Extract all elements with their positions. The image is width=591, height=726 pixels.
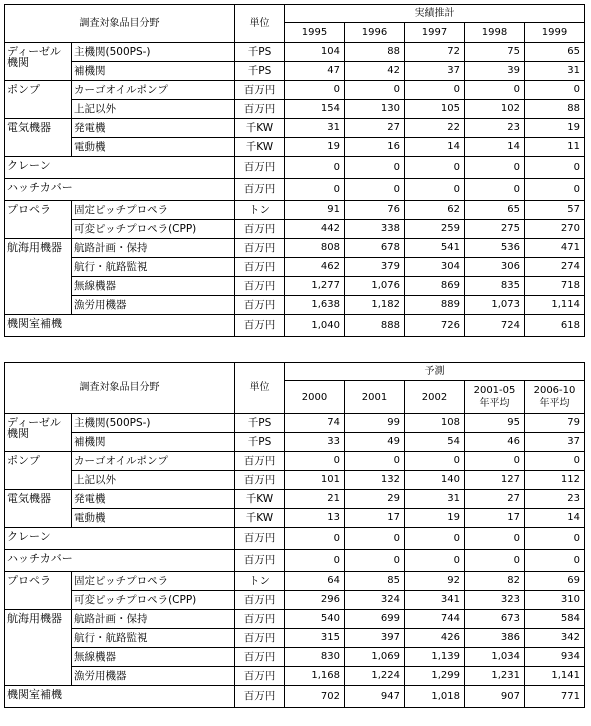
value-cell: 127 xyxy=(465,471,525,490)
value-cell: 808 xyxy=(285,239,345,258)
value-cell: 17 xyxy=(465,509,525,528)
year-header xyxy=(465,381,525,414)
value-cell: 274 xyxy=(525,258,585,277)
value-cell: 154 xyxy=(285,100,345,119)
value-cell: 46 xyxy=(465,433,525,452)
value-cell: 1,299 xyxy=(405,667,465,686)
year-label: 2002 xyxy=(421,391,448,403)
category-cell: 電気機器 xyxy=(5,490,72,528)
value-cell: 57 xyxy=(525,201,585,220)
value-cell: 1,224 xyxy=(345,667,405,686)
subcategory-cell: カーゴオイルポンプ xyxy=(72,452,235,471)
value-cell: 62 xyxy=(405,201,465,220)
value-cell: 324 xyxy=(345,591,405,610)
value-cell: 536 xyxy=(465,239,525,258)
value-cell: 0 xyxy=(405,179,465,201)
table-row xyxy=(5,433,585,452)
unit-cell: トン xyxy=(235,201,285,220)
value-cell: 306 xyxy=(465,258,525,277)
value-cell: 0 xyxy=(285,528,345,550)
year-label: 2006-10 年平均 xyxy=(533,385,576,409)
value-cell: 0 xyxy=(345,528,405,550)
unit-cell: 百万円 xyxy=(235,220,285,239)
value-cell: 0 xyxy=(405,452,465,471)
value-cell: 0 xyxy=(285,157,345,179)
unit-cell: トン xyxy=(235,572,285,591)
value-cell: 92 xyxy=(405,572,465,591)
value-cell: 1,073 xyxy=(465,296,525,315)
subcategory-cell: 漁労用機器 xyxy=(72,667,235,686)
unit-cell: 千KW xyxy=(235,509,285,528)
value-cell: 0 xyxy=(525,81,585,100)
value-cell: 1,638 xyxy=(285,296,345,315)
year-header: 1998 xyxy=(465,23,525,43)
unit-cell: 百万円 xyxy=(235,179,285,201)
unit-cell: 千KW xyxy=(235,490,285,509)
subcategory-cell: 無線機器 xyxy=(72,277,235,296)
forecast-table-body xyxy=(5,414,585,708)
value-cell: 19 xyxy=(405,509,465,528)
value-cell: 39 xyxy=(465,62,525,81)
table-row xyxy=(5,81,585,100)
value-cell: 49 xyxy=(345,433,405,452)
unit-cell: 百万円 xyxy=(235,277,285,296)
unit-cell: 千KW xyxy=(235,119,285,138)
table-row xyxy=(5,610,585,629)
value-cell: 130 xyxy=(345,100,405,119)
value-cell: 1,182 xyxy=(345,296,405,315)
value-cell: 323 xyxy=(465,591,525,610)
unit-cell: 千KW xyxy=(235,138,285,157)
value-cell: 31 xyxy=(285,119,345,138)
value-cell: 16 xyxy=(345,138,405,157)
unit-cell: 千PS xyxy=(235,62,285,81)
value-cell: 69 xyxy=(525,572,585,591)
unit-header: 単位 xyxy=(235,5,285,43)
actual-table xyxy=(4,4,585,337)
value-cell: 99 xyxy=(345,414,405,433)
value-cell: 718 xyxy=(525,277,585,296)
table-row xyxy=(5,550,585,572)
value-cell: 1,069 xyxy=(345,648,405,667)
value-cell: 14 xyxy=(465,138,525,157)
subcategory-cell: 可変ピッチプロペラ(CPP) xyxy=(72,591,235,610)
actual-table-body xyxy=(5,43,585,337)
value-cell: 27 xyxy=(345,119,405,138)
value-cell: 869 xyxy=(405,277,465,296)
table-row xyxy=(5,62,585,81)
value-cell: 65 xyxy=(525,43,585,62)
value-cell: 259 xyxy=(405,220,465,239)
value-cell: 14 xyxy=(525,509,585,528)
subcategory-cell: 補機関 xyxy=(72,62,235,81)
value-cell: 1,040 xyxy=(285,315,345,337)
subcategory-cell: 航行・航路監視 xyxy=(72,629,235,648)
value-cell: 88 xyxy=(345,43,405,62)
value-cell: 0 xyxy=(525,528,585,550)
year-label: 2000 xyxy=(301,391,328,403)
subcategory-cell: 主機関(500PS-) xyxy=(72,414,235,433)
value-cell: 105 xyxy=(405,100,465,119)
value-cell: 11 xyxy=(525,138,585,157)
value-cell: 54 xyxy=(405,433,465,452)
unit-cell: 千PS xyxy=(235,433,285,452)
value-cell: 74 xyxy=(285,414,345,433)
value-cell: 33 xyxy=(285,433,345,452)
unit-cell: 千PS xyxy=(235,43,285,62)
value-cell: 673 xyxy=(465,610,525,629)
value-cell: 304 xyxy=(405,258,465,277)
value-cell: 0 xyxy=(525,157,585,179)
value-cell: 830 xyxy=(285,648,345,667)
value-cell: 0 xyxy=(465,528,525,550)
value-cell: 91 xyxy=(285,201,345,220)
value-cell: 1,139 xyxy=(405,648,465,667)
value-cell: 23 xyxy=(465,119,525,138)
value-cell: 0 xyxy=(405,81,465,100)
subcategory-cell: 主機関(500PS-) xyxy=(72,43,235,62)
value-cell: 342 xyxy=(525,629,585,648)
table-row xyxy=(5,220,585,239)
value-cell: 1,231 xyxy=(465,667,525,686)
value-cell: 0 xyxy=(465,81,525,100)
table-row xyxy=(5,591,585,610)
value-cell: 47 xyxy=(285,62,345,81)
value-cell: 0 xyxy=(465,550,525,572)
value-cell: 23 xyxy=(525,490,585,509)
subcategory-cell: 固定ピッチプロペラ xyxy=(72,572,235,591)
subcategory-cell: 漁労用機器 xyxy=(72,296,235,315)
subcategory-cell: 航行・航路監視 xyxy=(72,258,235,277)
value-cell: 21 xyxy=(285,490,345,509)
value-cell: 1,018 xyxy=(405,686,465,708)
value-cell: 442 xyxy=(285,220,345,239)
value-cell: 1,141 xyxy=(525,667,585,686)
unit-cell: 百万円 xyxy=(235,471,285,490)
value-cell: 76 xyxy=(345,201,405,220)
table-row xyxy=(5,179,585,201)
category-cell: ポンプ xyxy=(5,452,72,490)
value-cell: 726 xyxy=(405,315,465,337)
category-cell: プロペラ xyxy=(5,572,72,610)
value-cell: 64 xyxy=(285,572,345,591)
value-cell: 699 xyxy=(345,610,405,629)
table-row xyxy=(5,629,585,648)
table-row xyxy=(5,509,585,528)
value-cell: 0 xyxy=(465,179,525,201)
category-cell: 電気機器 xyxy=(5,119,72,157)
unit-cell: 百万円 xyxy=(235,648,285,667)
value-cell: 541 xyxy=(405,239,465,258)
unit-cell: 百万円 xyxy=(235,610,285,629)
value-cell: 37 xyxy=(405,62,465,81)
value-cell: 0 xyxy=(525,179,585,201)
value-cell: 72 xyxy=(405,43,465,62)
value-cell: 0 xyxy=(285,179,345,201)
actual-group-header: 実績推計 xyxy=(285,5,585,23)
value-cell: 1,168 xyxy=(285,667,345,686)
value-cell: 112 xyxy=(525,471,585,490)
category-cell: クレーン xyxy=(5,157,235,179)
value-cell: 397 xyxy=(345,629,405,648)
year-header: 1997 xyxy=(405,23,465,43)
category-cell: 航海用機器 xyxy=(5,610,72,686)
value-cell: 1,034 xyxy=(465,648,525,667)
value-cell: 0 xyxy=(525,550,585,572)
table-row xyxy=(5,239,585,258)
category-cell: 機関室補機 xyxy=(5,686,235,708)
value-cell: 17 xyxy=(345,509,405,528)
value-cell: 678 xyxy=(345,239,405,258)
value-cell: 724 xyxy=(465,315,525,337)
unit-cell: 百万円 xyxy=(235,239,285,258)
table-row xyxy=(5,296,585,315)
category-cell: ハッチカバー xyxy=(5,550,235,572)
value-cell: 0 xyxy=(405,550,465,572)
unit-cell: 百万円 xyxy=(235,550,285,572)
subcategory-cell: 発電機 xyxy=(72,119,235,138)
subcategory-cell: 航路計画・保持 xyxy=(72,610,235,629)
value-cell: 0 xyxy=(285,81,345,100)
value-cell: 0 xyxy=(345,157,405,179)
value-cell: 702 xyxy=(285,686,345,708)
category-header: 調査対象品目分野 xyxy=(5,5,235,43)
category-cell: ディーゼル機関 xyxy=(5,414,72,452)
value-cell: 310 xyxy=(525,591,585,610)
category-header: 調査対象品目分野 xyxy=(5,363,235,414)
value-cell: 85 xyxy=(345,572,405,591)
value-cell: 29 xyxy=(345,490,405,509)
value-cell: 82 xyxy=(465,572,525,591)
value-cell: 888 xyxy=(345,315,405,337)
unit-cell: 百万円 xyxy=(235,258,285,277)
value-cell: 471 xyxy=(525,239,585,258)
value-cell: 0 xyxy=(285,550,345,572)
value-cell: 88 xyxy=(525,100,585,119)
value-cell: 14 xyxy=(405,138,465,157)
table-row xyxy=(5,490,585,509)
table-row xyxy=(5,648,585,667)
category-cell: プロペラ xyxy=(5,201,72,239)
unit-cell: 百万円 xyxy=(235,100,285,119)
unit-cell: 百万円 xyxy=(235,157,285,179)
table-row xyxy=(5,258,585,277)
value-cell: 75 xyxy=(465,43,525,62)
table-row xyxy=(5,119,585,138)
value-cell: 1,076 xyxy=(345,277,405,296)
table-row xyxy=(5,277,585,296)
year-header: 1999 xyxy=(525,23,585,43)
category-cell: ポンプ xyxy=(5,81,72,119)
table-row xyxy=(5,471,585,490)
subcategory-cell: 電動機 xyxy=(72,138,235,157)
value-cell: 0 xyxy=(405,528,465,550)
value-cell: 0 xyxy=(285,452,345,471)
value-cell: 0 xyxy=(465,157,525,179)
table-row xyxy=(5,572,585,591)
value-cell: 0 xyxy=(405,157,465,179)
forecast-table xyxy=(4,362,585,708)
table-row xyxy=(5,414,585,433)
value-cell: 296 xyxy=(285,591,345,610)
year-header: 1996 xyxy=(345,23,405,43)
subcategory-cell: 可変ピッチプロペラ(CPP) xyxy=(72,220,235,239)
value-cell: 42 xyxy=(345,62,405,81)
value-cell: 13 xyxy=(285,509,345,528)
table-row xyxy=(5,100,585,119)
subcategory-cell: カーゴオイルポンプ xyxy=(72,81,235,100)
category-cell: ディーゼル機関 xyxy=(5,43,72,81)
value-cell: 0 xyxy=(345,81,405,100)
value-cell: 0 xyxy=(465,452,525,471)
subcategory-cell: 固定ピッチプロペラ xyxy=(72,201,235,220)
subcategory-cell: 発電機 xyxy=(72,490,235,509)
value-cell: 889 xyxy=(405,296,465,315)
value-cell: 270 xyxy=(525,220,585,239)
table-row xyxy=(5,315,585,337)
value-cell: 618 xyxy=(525,315,585,337)
value-cell: 102 xyxy=(465,100,525,119)
value-cell: 835 xyxy=(465,277,525,296)
value-cell: 31 xyxy=(405,490,465,509)
value-cell: 19 xyxy=(525,119,585,138)
subcategory-cell: 上記以外 xyxy=(72,471,235,490)
table-row xyxy=(5,138,585,157)
table-row xyxy=(5,43,585,62)
value-cell: 275 xyxy=(465,220,525,239)
subcategory-cell: 電動機 xyxy=(72,509,235,528)
category-cell: ハッチカバー xyxy=(5,179,235,201)
value-cell: 584 xyxy=(525,610,585,629)
value-cell: 0 xyxy=(345,550,405,572)
value-cell: 341 xyxy=(405,591,465,610)
value-cell: 0 xyxy=(525,452,585,471)
value-cell: 19 xyxy=(285,138,345,157)
value-cell: 315 xyxy=(285,629,345,648)
value-cell: 771 xyxy=(525,686,585,708)
year-header xyxy=(405,381,465,414)
value-cell: 540 xyxy=(285,610,345,629)
unit-cell: 百万円 xyxy=(235,315,285,337)
year-header xyxy=(345,381,405,414)
year-label: 2001 xyxy=(361,391,388,403)
table-row xyxy=(5,667,585,686)
value-cell: 65 xyxy=(465,201,525,220)
subcategory-cell: 航路計画・保持 xyxy=(72,239,235,258)
value-cell: 79 xyxy=(525,414,585,433)
year-header xyxy=(525,381,585,414)
value-cell: 947 xyxy=(345,686,405,708)
table-row xyxy=(5,157,585,179)
value-cell: 132 xyxy=(345,471,405,490)
value-cell: 108 xyxy=(405,414,465,433)
value-cell: 31 xyxy=(525,62,585,81)
value-cell: 386 xyxy=(465,629,525,648)
table-row xyxy=(5,528,585,550)
value-cell: 379 xyxy=(345,258,405,277)
value-cell: 426 xyxy=(405,629,465,648)
unit-cell: 千PS xyxy=(235,414,285,433)
value-cell: 22 xyxy=(405,119,465,138)
table-row xyxy=(5,201,585,220)
value-cell: 1,114 xyxy=(525,296,585,315)
value-cell: 1,277 xyxy=(285,277,345,296)
value-cell: 462 xyxy=(285,258,345,277)
value-cell: 95 xyxy=(465,414,525,433)
table-row xyxy=(5,452,585,471)
unit-cell: 百万円 xyxy=(235,629,285,648)
unit-cell: 百万円 xyxy=(235,81,285,100)
value-cell: 0 xyxy=(345,452,405,471)
value-cell: 140 xyxy=(405,471,465,490)
unit-cell: 百万円 xyxy=(235,296,285,315)
unit-header: 単位 xyxy=(235,363,285,414)
value-cell: 101 xyxy=(285,471,345,490)
unit-cell: 百万円 xyxy=(235,591,285,610)
unit-cell: 百万円 xyxy=(235,528,285,550)
category-cell: 航海用機器 xyxy=(5,239,72,315)
year-header xyxy=(285,381,345,414)
value-cell: 27 xyxy=(465,490,525,509)
value-cell: 338 xyxy=(345,220,405,239)
unit-cell: 百万円 xyxy=(235,667,285,686)
value-cell: 104 xyxy=(285,43,345,62)
category-cell: 機関室補機 xyxy=(5,315,235,337)
unit-cell: 百万円 xyxy=(235,686,285,708)
subcategory-cell: 上記以外 xyxy=(72,100,235,119)
forecast-group-header: 予測 xyxy=(285,363,585,381)
category-cell: クレーン xyxy=(5,528,235,550)
value-cell: 37 xyxy=(525,433,585,452)
value-cell: 744 xyxy=(405,610,465,629)
value-cell: 907 xyxy=(465,686,525,708)
value-cell: 934 xyxy=(525,648,585,667)
year-header: 1995 xyxy=(285,23,345,43)
subcategory-cell: 無線機器 xyxy=(72,648,235,667)
value-cell: 0 xyxy=(345,179,405,201)
subcategory-cell: 補機関 xyxy=(72,433,235,452)
year-label: 2001-05 年平均 xyxy=(473,385,516,409)
unit-cell: 百万円 xyxy=(235,452,285,471)
table-row xyxy=(5,686,585,708)
